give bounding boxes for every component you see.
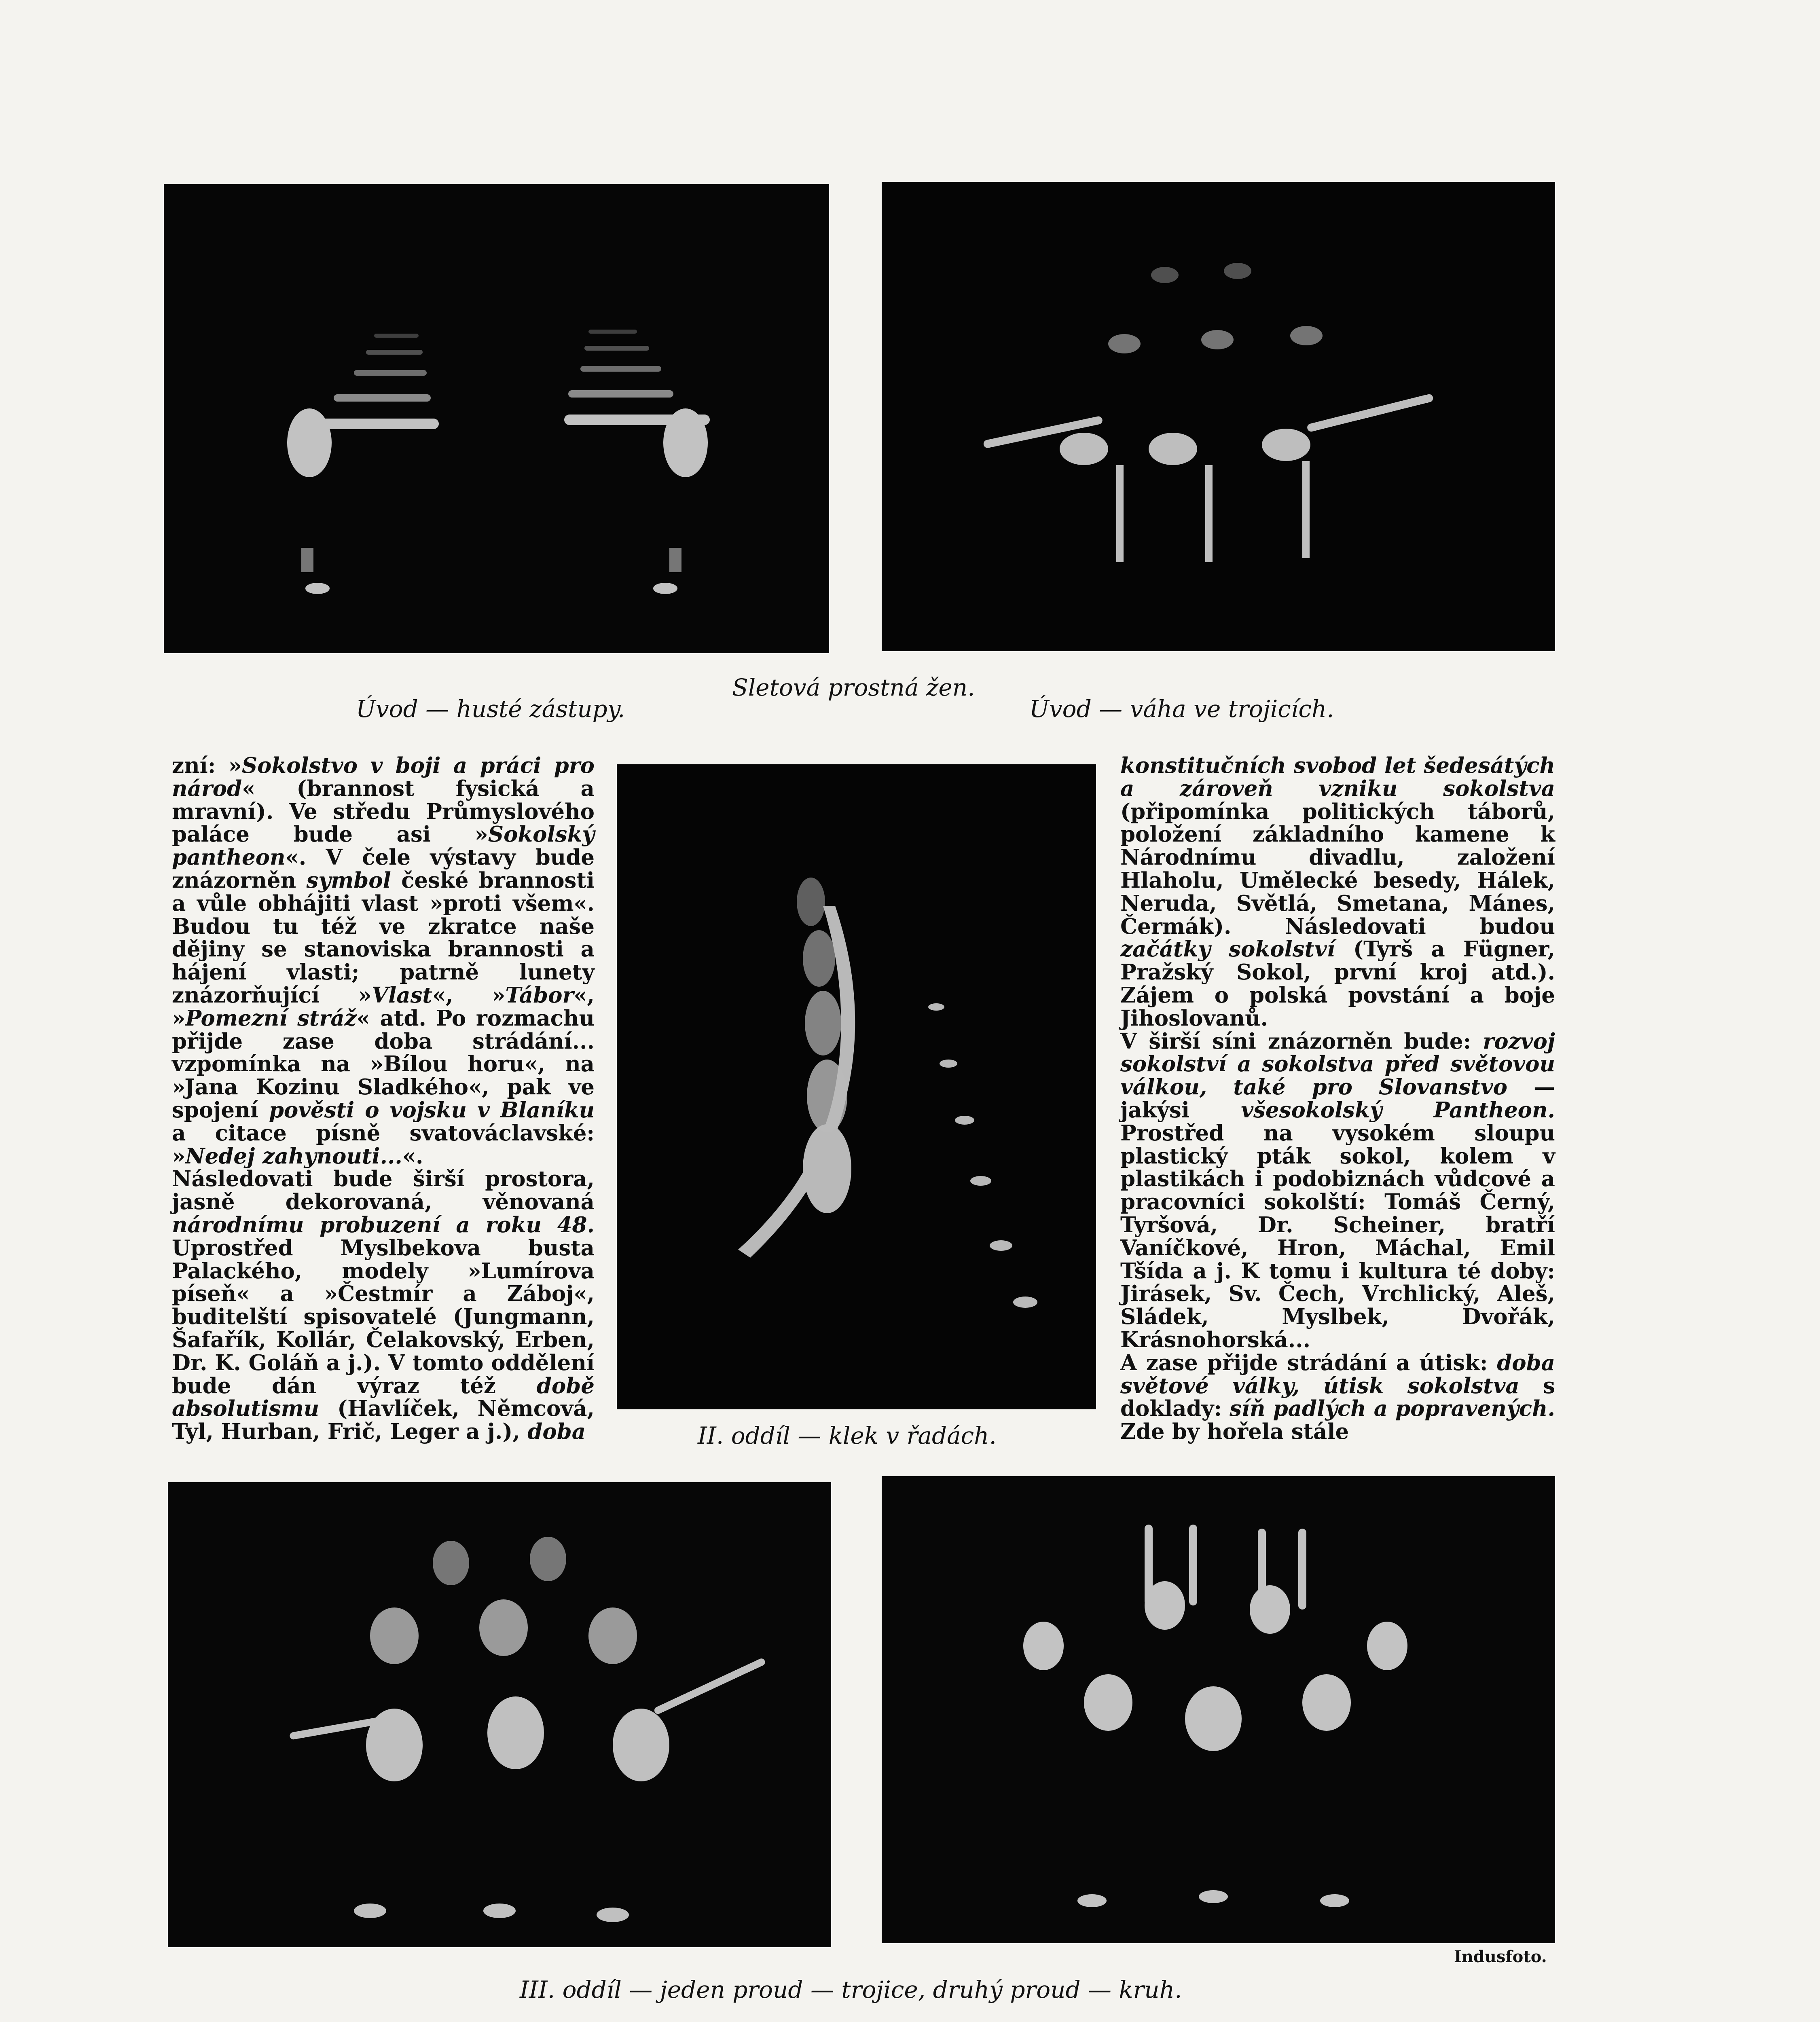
- photo-balance-trios: [882, 182, 1555, 651]
- photo-dense-rows: [164, 184, 829, 653]
- paragraph-1: zní: »Sokolstvo v boji a práci pro národ« (brannost fysická a mravní). Ve středu Průmyslového paláce bude asi »Sokolský pantheon«. V čele výstavy bude znázorněn symbol české brannosti a vůle obhájiti vlast »proti všem«. Budou tu též ve zkratce naše dějiny se stanoviska brannosti a hájení vlasti; patrně lunety znázorňující »Vlast«, »Tábor«, »Pomezní stráž« atd. Po rozmachu přijde zase doba strádání... vzpomínka na »Bílou horu«, na »Jana Kozinu Sladkého«, pak ve spojení pověsti o vojsku v Blaníku a citace písně svatováclavské: »Nedej zahynouti...«.: [172, 753, 595, 1169]
- caption-top-left: Úvod — husté zástupy.: [356, 695, 625, 723]
- paragraph-3: konstitučních svobod let šedesátých a zároveň vzniku sokolstva (připomínka politických táborů, položení základního kamene k Národnímu divadlu, založení Hlaholu, Umělecké besedy, Hálek, Neruda, Světlá, Smetana, Mánes, Čermák). Následovati budou začátky sokolství (Tyrš a Fügner, Pražský Sokol, první kroj atd.). Zájem o polská povstání a boje Jihoslovanů.: [1120, 753, 1555, 1031]
- caption-top-center: Sletová prostná žen.: [732, 674, 975, 701]
- caption-top-right: Úvod — váha ve trojicích.: [1029, 695, 1334, 723]
- photo-kneeling-rows: [617, 764, 1096, 1409]
- paragraph-4: V širší síni znázorněn bude: rozvoj sokolství a sokolstva před světovou válkou, také pro Slovanstvo — jakýsi všesokolský Pantheon. Prostřed na vysokém sloupu plastický pták sokol, kolem v plastikách i podobiznách vůdcové a pracovníci sokolští: Tomáš Černý, Tyršová, Dr. Scheiner, bratří Vaníčkové, Hron, Máchal, Emil Tšída a j. K tomu i kultura té doby: Jirásek, Sv. Čech, Vrchlický, Aleš, Sládek, Myslbek, Dvořák, Krásnohorská...: [1120, 1028, 1555, 1352]
- paragraph-2: Následovati bude širší prostora, jasně dekorovaná, věnovaná národnímu probuzení a roku 48. Uprostřed Myslbekova busta Palackého, modely »Lumírova píseň« a »Čestmír a Záboj«, buditelští spisovatelé (Jungmann, Šafařík, Kollár, Čelakovský, Erben, Dr. K. Goláň a j.). V tomto oddělení bude dán výraz též době absolutismu (Havlíček, Němcová, Tyl, Hurban, Frič, Leger a j.), doba: [172, 1166, 595, 1445]
- article-text-left: [172, 754, 595, 1443]
- photo-credit: Indusfoto.: [1454, 1947, 1547, 1966]
- paragraph-5: A zase přijde strádání a útisk: doba světové války, útisk sokolstva s doklady: síň padlých a popravených. Zde by hořela stále: [1120, 1350, 1555, 1445]
- photo-circle-stream: [882, 1476, 1555, 1943]
- caption-middle: II. oddíl — klek v řadách.: [698, 1422, 997, 1449]
- caption-bottom: III. oddíl — jeden proud — trojice, druhý proud — kruh.: [520, 1976, 1182, 2003]
- article-text-right: [1120, 754, 1555, 1443]
- photo-trios-stream: [168, 1482, 831, 1947]
